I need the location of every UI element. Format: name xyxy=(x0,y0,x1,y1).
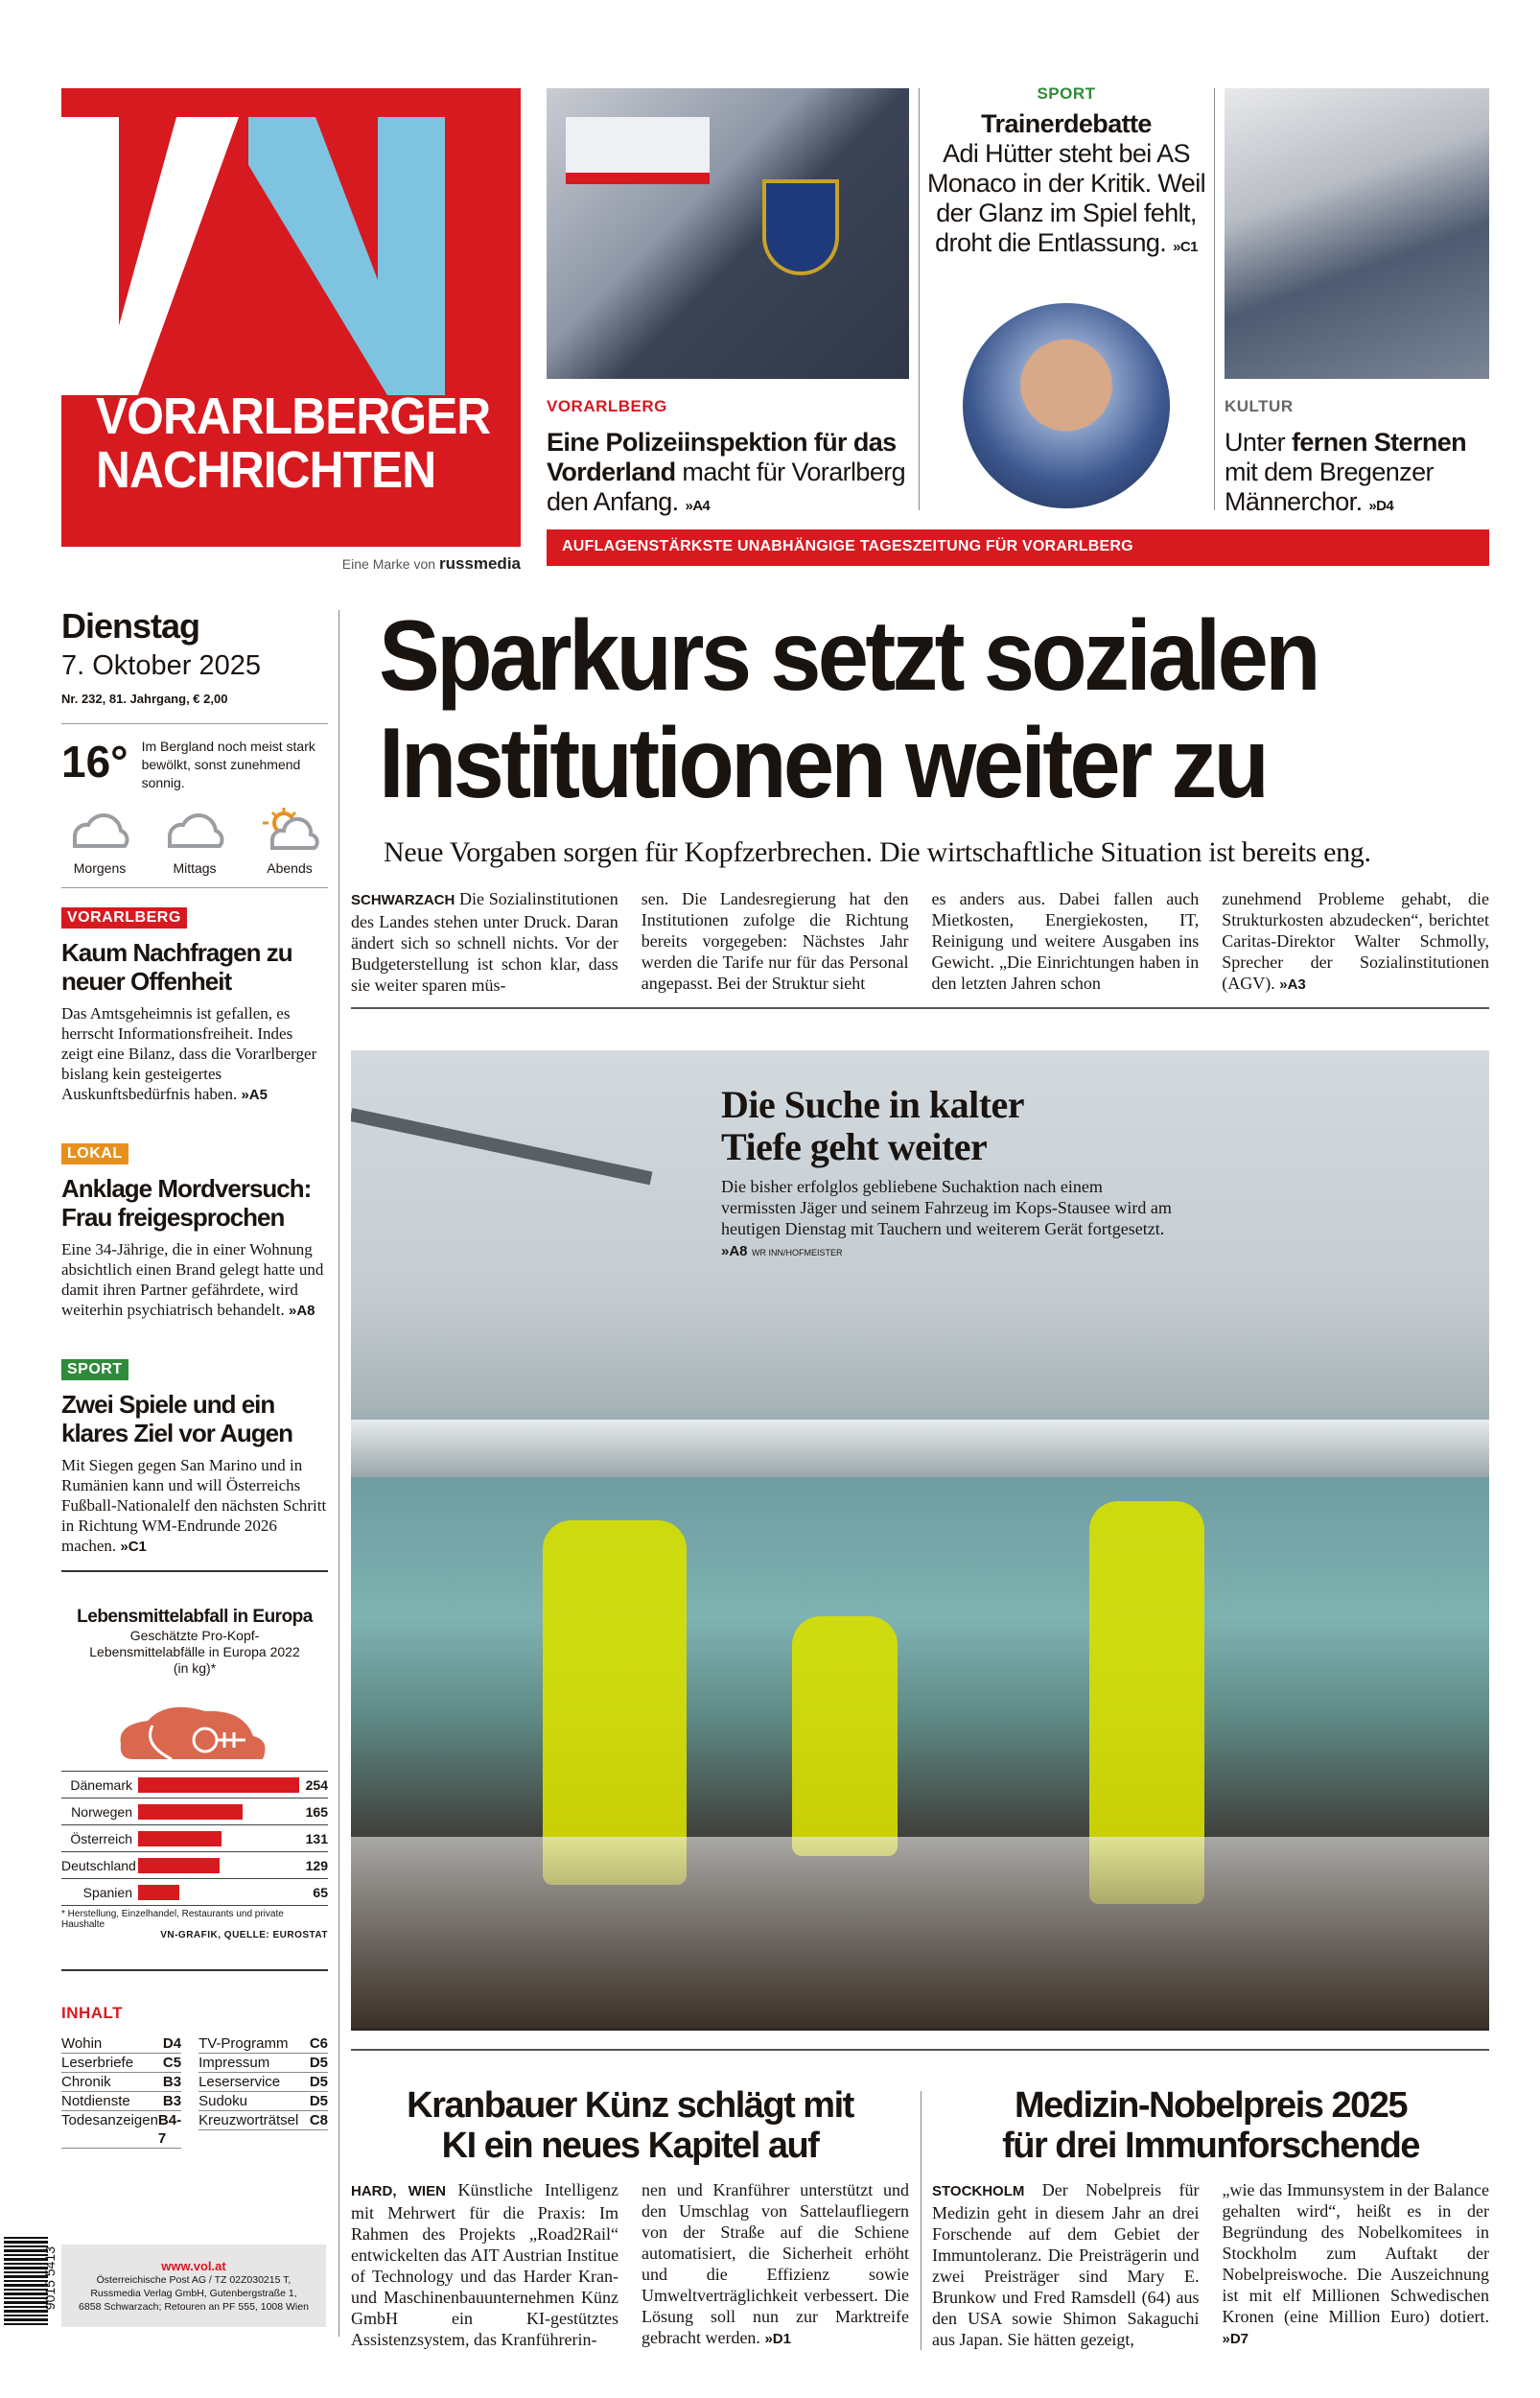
bottom-story-kuenz[interactable] xyxy=(351,2085,909,2350)
left-story[interactable] xyxy=(61,907,328,1105)
barcode-number: 9015 5413 xyxy=(42,2246,58,2311)
teaser-kicker: KULTUR xyxy=(1225,397,1294,415)
imprint: www.vol.at Österreichische Post AG / TZ 02Z030215 T, Russmedia Verlag GmbH, Gutenbergstraße 1, 6858 Schwarzach; Retouren an PF 555, 1008 Wien xyxy=(61,2245,326,2327)
contents-label: Chronik xyxy=(61,2074,111,2090)
photo-credit: WR INN/HOFMEISTER xyxy=(752,1248,843,1258)
photo-story-text: Die bisher erfolglos gebliebene Suchaktion nach einem vermissten Jäger und seinem Fahrzeug im Kops-Stausee wird am heutigen Dienstag mit Tauchern und weiterem Gerät fortgesetzt. »A8 WR INN/HOFMEISTER xyxy=(721,1177,1172,1259)
chart-row xyxy=(61,1851,328,1878)
contents-label: Leserbriefe xyxy=(61,2055,134,2071)
bar xyxy=(138,1777,299,1793)
teaser-text: Adi Hütter steht bei AS Monaco in der Kritik. Weil der Glanz im Spiel fehlt, droht die Entlassung. »C1 xyxy=(926,139,1205,257)
bar-value: 254 xyxy=(305,1776,328,1793)
bar-label: Dänemark xyxy=(70,1776,132,1793)
story-title: Kaum Nachfragen zu neuer Offenheit xyxy=(61,938,292,996)
bar-value: 129 xyxy=(305,1857,328,1873)
teaser-title: Trainerdebatte xyxy=(981,109,1152,138)
weather-evening: Abends xyxy=(251,808,328,876)
story-title: Kranbauer Künz schlägt mit KI ein neues Kapitel auf xyxy=(407,2085,853,2166)
police-badge-icon xyxy=(762,179,839,275)
story-title: Zwei Spiele und ein klares Ziel vor Augen xyxy=(61,1390,293,1447)
teaser-title: Unter fernen Sternen mit dem Bregenzer Männerchor. »D4 xyxy=(1225,428,1467,516)
vn-logo-mark xyxy=(61,117,521,405)
photo-story[interactable] xyxy=(721,1084,1181,1263)
bar xyxy=(138,1804,243,1820)
contents-label: Kreuzworträtsel xyxy=(198,2112,299,2128)
story-text: Eine 34-Jährige, die in einer Wohnung absichtlich einen Brand gelegt hatte und damit ihren Partner gefährdete, wird weiterhin psychiatrisch behandelt. »A8 xyxy=(61,1240,324,1319)
weather-noon: Mittags xyxy=(156,808,233,876)
chart-title: Lebensmittelabfall in Europa xyxy=(77,1607,313,1627)
section-label: SPORT xyxy=(61,1359,128,1380)
vn-logo[interactable] xyxy=(61,88,521,547)
cloud-icon xyxy=(69,808,130,850)
bar-label: Spanien xyxy=(82,1884,132,1900)
contents-item[interactable] xyxy=(61,2111,181,2149)
contents-item[interactable] xyxy=(198,2092,328,2111)
contents-page: D5 xyxy=(309,2093,328,2109)
contents-page: D5 xyxy=(309,2055,328,2071)
contents-label: Sudoku xyxy=(198,2093,247,2109)
contents-label: Impressum xyxy=(198,2055,270,2071)
weather-periods xyxy=(61,808,328,888)
contents xyxy=(61,2004,328,2149)
teaser-kicker: SPORT xyxy=(1037,84,1096,103)
contents-item[interactable] xyxy=(61,2092,181,2111)
left-story[interactable] xyxy=(61,1143,328,1321)
lead-body: SCHWARZACH Die Sozialinstitutionen des Landes stehen unter Druck. Daran ändert sich so schnell nichts. Vor der Budgeterstellung ist schon klar, dass sie weiter sparen müs- sen. Die Landesregierung hat den Institutionen zufolge die Richtung bereits vorgegeben: Nächstes Jahr werden die Tarife nur für das Personal angepasst. Bei der Struktur sieht es anders aus. Dabei fallen auch Mietkosten, Energiekosten, IT, Reinigung und weitere Ausgaben ins Gewicht. „Die Einrichtungen haben in den letzten Jahren schon zunehmend Probleme gehabt, die Strukturkosten abzudecken“, berichtet Caritas-Direktor Walter Schmolly, Sprecher der Sozialinstitutionen (AGV). »A3 xyxy=(351,889,1489,995)
story-body: STOCKHOLM Der Nobelpreis für Medizin geht in diesem Jahr an drei Forschende auf dem Gebiet der Immuntoleranz. Die Preisträgerin und zwei Preisträger sind Mary E. Brunkow und Fred Ramsdell (64) aus den USA sowie Shimon Sakaguchi aus Japan. Sie hätten gezeigt, „wie das Immunsystem in der Balance gehalten wird“, heißt es in der Begründung des Nobelkomitees in Stockholm zum Auftakt der Nobelpreiswoche. Die Auszeichnung ist mit elf Millionen Schwedischen Kronen (eine Million Euro) dotiert. »D7 xyxy=(932,2180,1489,2349)
contents-title: INHALT xyxy=(61,2004,124,2022)
chart-source: VN-GRAFIK, QUELLE: EUROSTAT xyxy=(160,1930,328,1940)
story-title: Anklage Mordversuch: Frau freigesprochen xyxy=(61,1174,312,1232)
sun-cloud-icon xyxy=(259,808,320,850)
bottom-story-nobel[interactable] xyxy=(932,2085,1489,2350)
cloud-icon xyxy=(164,808,225,850)
food-waste-icon xyxy=(61,1682,328,1765)
weekday: Dienstag xyxy=(61,606,200,646)
weather xyxy=(61,723,328,792)
contents-page: B4-7 xyxy=(157,2112,182,2147)
teaser-vorarlberg[interactable] xyxy=(547,397,909,521)
teaser-title: Eine Polizeiinspektion für das Vorderland macht für Vorarlberg den Anfang. »A4 xyxy=(547,428,906,516)
teaser-kultur[interactable] xyxy=(1225,397,1489,521)
contents-page: C5 xyxy=(162,2055,182,2071)
story-text: Mit Siegen gegen San Marino und in Rumänien kann und will Österreichs Fußball-Nationalelf den nächsten Schritt in Richtung WM-Endrunde 2026 machen. »C1 xyxy=(61,1456,327,1555)
choir-photo[interactable] xyxy=(1225,88,1489,379)
contents-page: B3 xyxy=(162,2093,182,2109)
chart-row xyxy=(61,1771,328,1798)
bar xyxy=(138,1858,220,1873)
contents-item[interactable] xyxy=(198,2111,328,2130)
contents-page: D5 xyxy=(309,2074,328,2090)
photo-story-title: Die Suche in kalter Tiefe geht weiter xyxy=(721,1083,1025,1168)
contents-label: Wohin xyxy=(61,2035,103,2052)
chart-bars xyxy=(61,1771,328,1905)
contents-item[interactable] xyxy=(198,2073,328,2092)
bar xyxy=(138,1885,179,1900)
contents-label: Todesanzeigen xyxy=(61,2112,158,2128)
weather-text: Im Bergland noch meist stark bewölkt, sonst zunehmend sonnig. xyxy=(141,739,315,790)
left-column xyxy=(61,606,328,2149)
contents-page: D4 xyxy=(162,2035,182,2052)
bar-label: Österreich xyxy=(70,1830,132,1846)
weather-morning: Morgens xyxy=(61,808,138,876)
bar-value: 131 xyxy=(305,1830,328,1846)
police-photo[interactable] xyxy=(547,88,909,379)
story-title: Medizin-Nobelpreis 2025 für drei Immunforschende xyxy=(1002,2085,1419,2166)
website-link[interactable]: www.vol.at xyxy=(161,2259,226,2273)
contents-item[interactable] xyxy=(61,2034,181,2054)
chart-row xyxy=(61,1878,328,1905)
contents-label: TV-Programm xyxy=(198,2035,289,2052)
bar-label: Deutschland xyxy=(61,1857,136,1873)
bar-label: Norwegen xyxy=(71,1803,132,1820)
contents-label: Notdienste xyxy=(61,2093,130,2109)
temperature: 16° xyxy=(61,737,128,787)
contents-label: Leserservice xyxy=(198,2074,281,2090)
chart-subtitle: Geschätzte Pro-Kopf-Lebensmittelabfälle in Europa 2022 (in kg)* xyxy=(89,1628,300,1676)
contents-item[interactable] xyxy=(198,2054,328,2073)
lead-headline[interactable]: Sparkurs setzt sozialen Institutionen weiter zu xyxy=(379,600,1318,819)
brand-name: VORARLBERGER NACHRICHTEN xyxy=(96,388,491,499)
section-label: VORARLBERG xyxy=(61,907,187,929)
contents-page: C6 xyxy=(309,2035,328,2052)
contents-item[interactable] xyxy=(61,2054,181,2073)
chart-footnote: * Herstellung, Einzelhandel, Restaurants und private Haushalte xyxy=(61,1905,328,1930)
coach-portrait-photo[interactable] xyxy=(963,303,1170,508)
story-text: Das Amtsgeheimnis ist gefallen, es herrscht Informationsfreiheit. Indes zeigt eine Bilanz, dass die Vorarlberger bislang kein gesteigertes Auskunftsbedürfnis haben. »A5 xyxy=(61,1004,317,1103)
issue-info: Nr. 232, 81. Jahrgang, € 2,00 xyxy=(61,692,228,706)
story-body: HARD, WIEN Künstliche Intelligenz mit Mehrwert für die Praxis: Im Rahmen des Projekts „Road2Rail“ entwickelten das AIT Austrian Institue of Technology und das Harder Kran- und Maschinenbauunternehmen Künz GmbH ein KI-gestütztes Assistenzsystem, das Kranführerin- nen und Kranführer unterstützt und den Umschlag von Sattelaufliegern von der Straße auf die Schiene automatisiert, die Sicherheit erhöht und die Effizienz sowie Umweltverträglichkeit verbessert. Die Lösung soll nun zur Marktreife gebracht werden. »D1 xyxy=(351,2180,909,2349)
teaser-sport[interactable] xyxy=(922,84,1210,262)
bar xyxy=(138,1831,222,1846)
russmedia-tagline: Eine Marke von russmedia xyxy=(341,554,521,573)
contents-item[interactable] xyxy=(198,2034,328,2054)
contents-page: C8 xyxy=(309,2112,328,2128)
tagline-banner: AUFLAGENSTÄRKSTE UNABHÄNGIGE TAGESZEITUNG FÜR VORARLBERG xyxy=(547,529,1489,566)
contents-item[interactable] xyxy=(61,2073,181,2092)
bar-value: 165 xyxy=(305,1803,328,1820)
chart-row xyxy=(61,1824,328,1851)
contents-page: B3 xyxy=(162,2074,182,2090)
food-waste-chart xyxy=(61,1607,328,1971)
lead-subheadline: Neue Vorgaben sorgen für Kopfzerbrechen. Die wirtschaftliche Situation ist bereits eng. xyxy=(384,836,1371,868)
chart-row xyxy=(61,1798,328,1824)
left-story[interactable] xyxy=(61,1359,328,1572)
section-label: LOKAL xyxy=(61,1143,128,1164)
date: 7. Oktober 2025 xyxy=(61,650,261,681)
bar-value: 65 xyxy=(313,1884,328,1900)
teaser-kicker: VORARLBERG xyxy=(547,397,667,415)
